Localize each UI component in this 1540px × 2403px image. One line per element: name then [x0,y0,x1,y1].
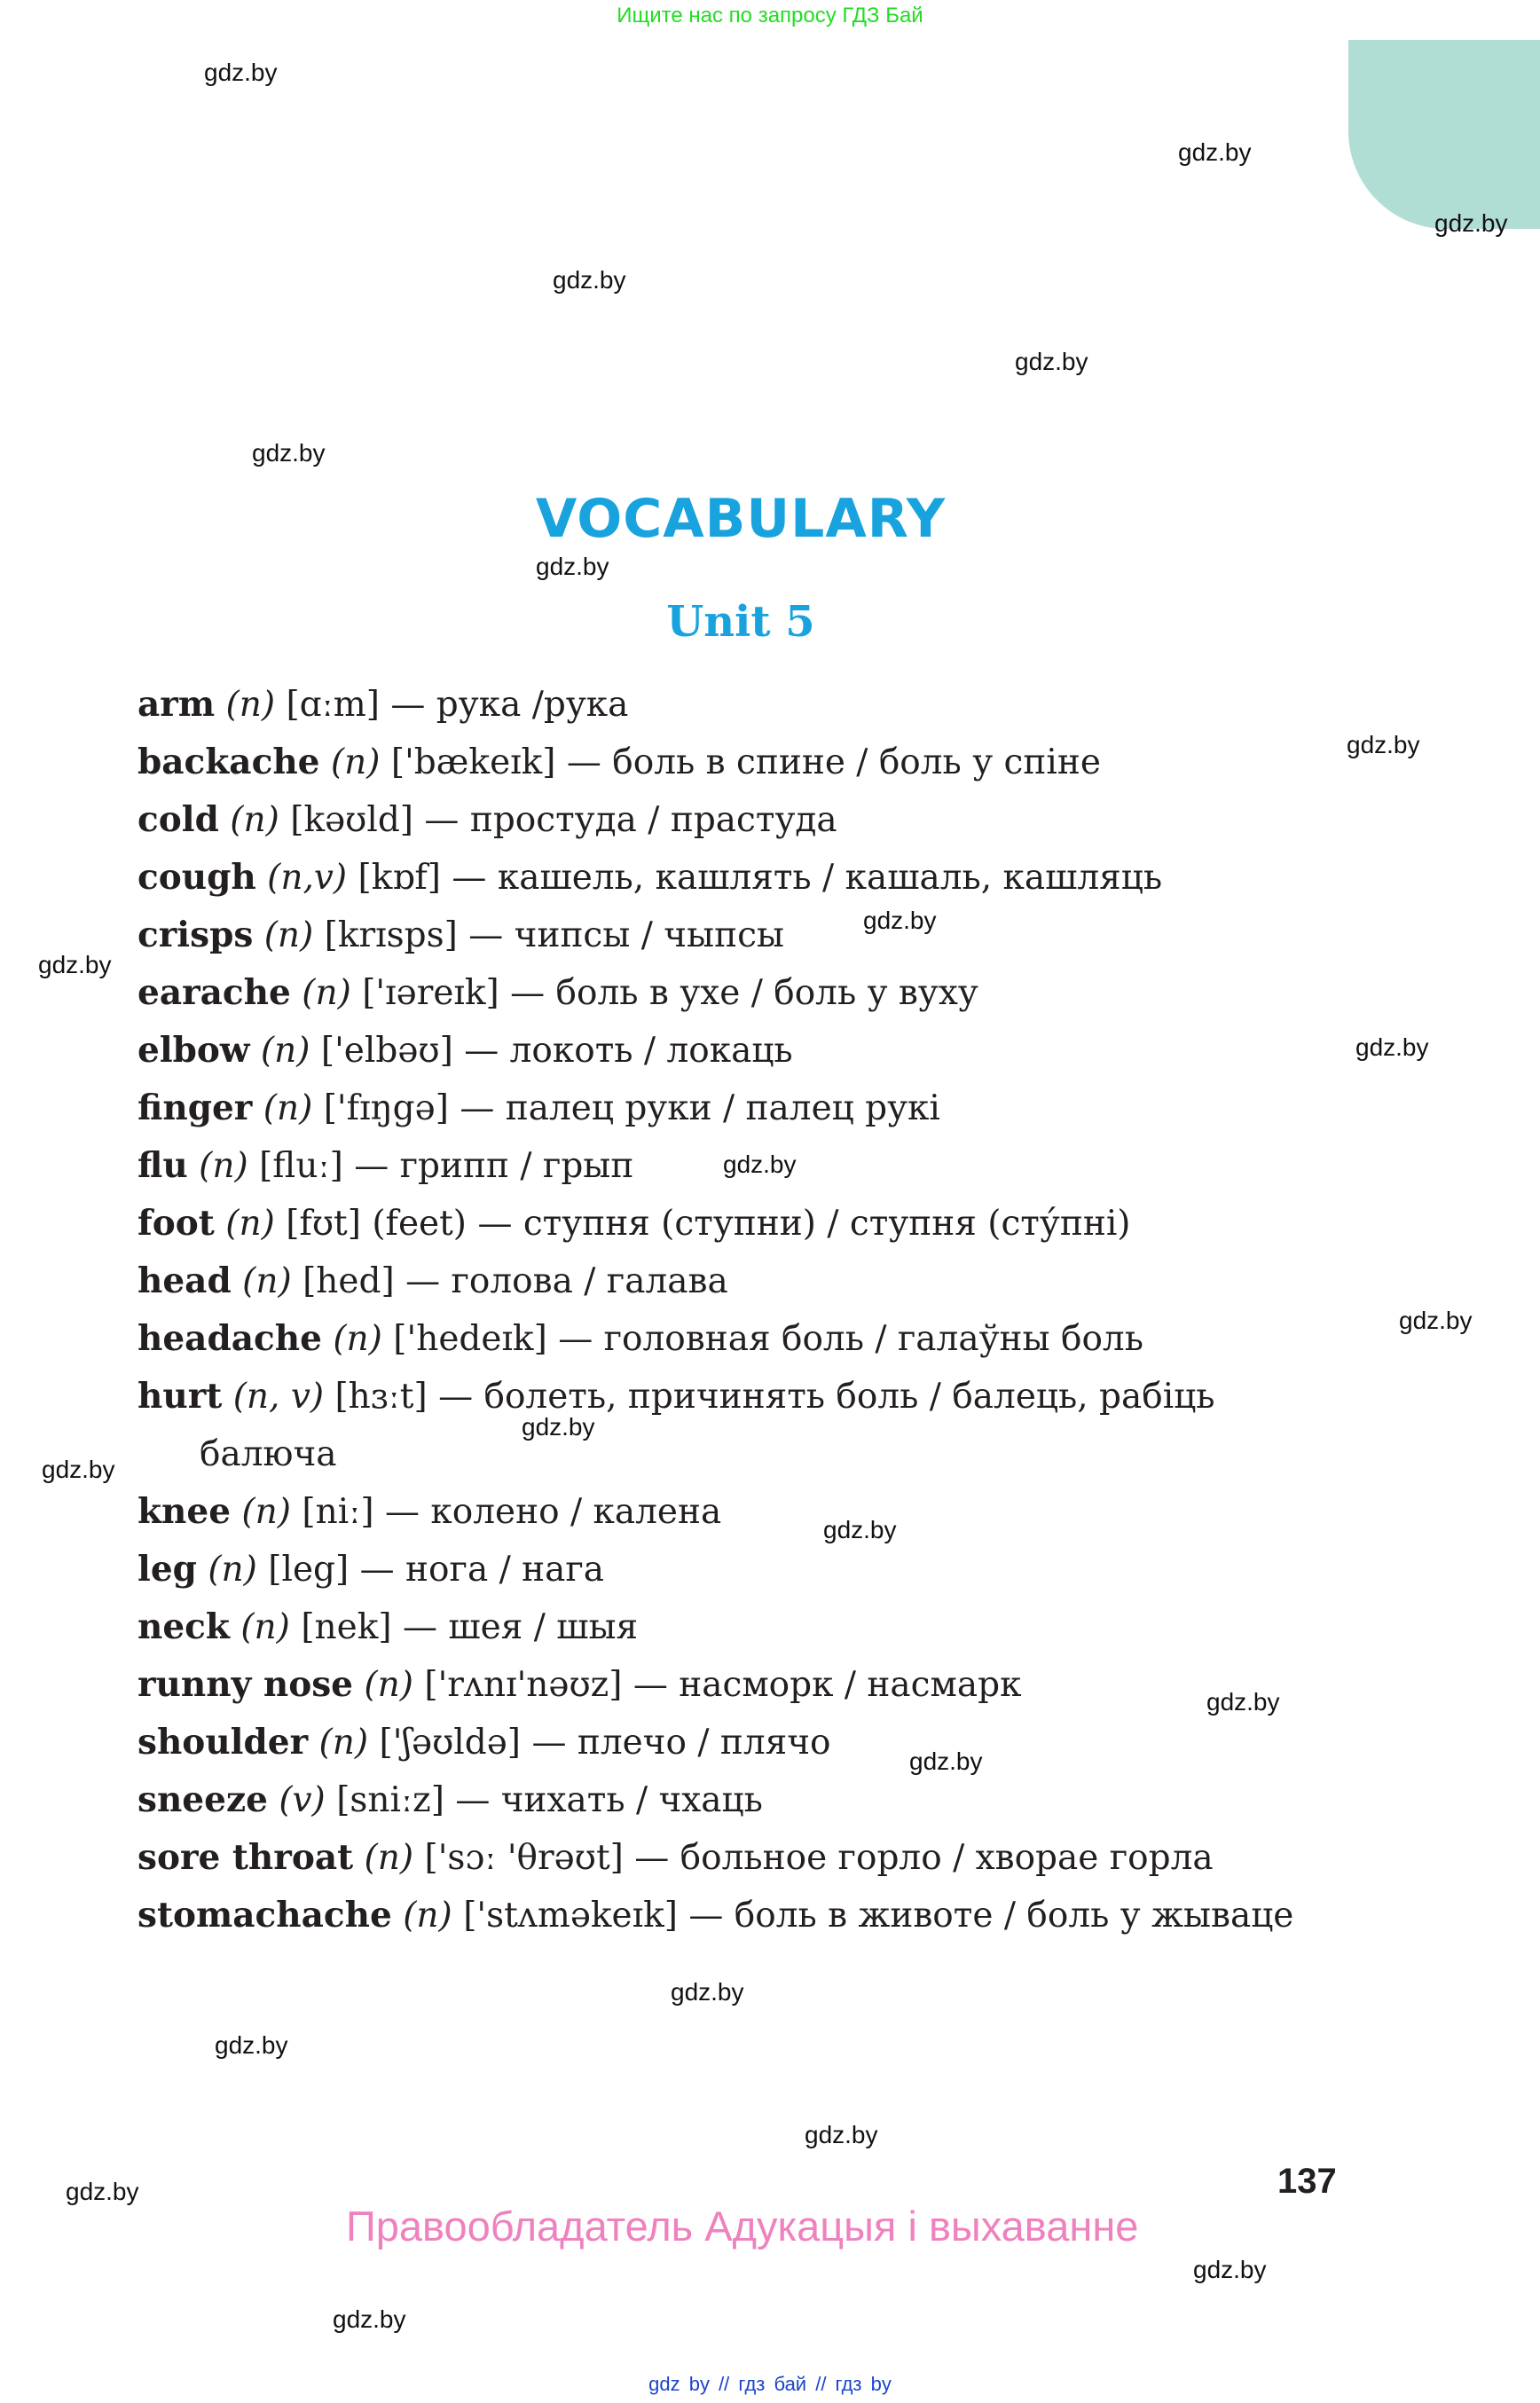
watermark-text: gdz.by [38,951,112,978]
translation: — простуда / прастуда [424,800,837,840]
part-of-speech: (n) [364,1665,413,1705]
watermark-text: gdz.by [204,59,278,86]
transcription: [kɒf] [358,858,442,898]
vocabulary-entry [138,1541,1362,1598]
translation: — колено / калена [384,1492,722,1532]
translation: — головная боль / галаўны боль [558,1319,1143,1359]
vocabulary-entry [138,1656,1362,1714]
translation: — боль в животе / боль у жываце [688,1896,1294,1936]
watermark-text: gdz.by [42,1456,115,1483]
transcription: [fʊt] (feet) [286,1204,468,1244]
translation: — больное горло / хворае горла [634,1838,1214,1878]
vocabulary-entry [138,1310,1362,1368]
page-number: 137 [1277,2162,1337,2201]
vocabulary-entry [138,1253,1362,1310]
transcription: ['hedeɪk] [393,1319,547,1359]
entry-word: finger [138,1088,253,1128]
transcription: ['sɔː 'θrəʊt] [424,1838,624,1878]
entry-word: hurt [138,1376,223,1417]
transcription: [hed] [302,1261,395,1301]
transcription: ['ɪəreɪk] [362,973,499,1013]
entry-word: earache [138,972,291,1013]
transcription: [hɜːt] [334,1377,428,1417]
transcription: ['fɪŋgə] [323,1088,449,1128]
vocabulary-entry [138,1368,1362,1483]
entry-word: sore throat [138,1837,354,1878]
watermark-text: gdz.by [536,553,609,580]
watermark-text: gdz.by [215,2031,288,2059]
part-of-speech: (n) [330,742,381,782]
vocabulary-entry [138,791,1362,849]
vocabulary-entry [138,676,1362,734]
translation: — шея / шыя [402,1607,639,1647]
entry-word: foot [138,1203,215,1244]
watermark-text: gdz.by [823,1516,897,1543]
vocabulary-entry [138,964,1362,1022]
entry-word: shoulder [138,1722,309,1763]
entry-word: cough [138,857,256,898]
part-of-speech: (n) [240,1607,290,1647]
vocabulary-entry [138,1483,1362,1541]
entry-word: backache [138,742,320,782]
entry-word: neck [138,1606,230,1647]
part-of-speech: (n) [230,800,279,840]
transcription: ['stʌməkeɪk] [463,1896,678,1936]
translation: — боль в ухе / боль у вуху [510,973,978,1013]
watermark-text: gdz.by [1178,138,1252,166]
watermark-text: gdz.by [1206,1688,1280,1716]
part-of-speech: (n,v) [267,858,348,898]
vocabulary-entry [138,1829,1362,1887]
page-title: VOCABULARY [535,488,947,550]
part-of-speech: (n) [199,1146,248,1186]
vocabulary-list [138,676,1362,1944]
entry-word: knee [138,1491,232,1532]
translation: — чихать / чхаць [455,1780,763,1820]
watermark-text: gdz.by [805,2121,878,2148]
translation: — голова / галава [405,1261,728,1301]
unit-heading: Unit 5 [666,597,815,647]
watermark-text: gdz.by [1015,348,1088,375]
vocabulary-entry [138,1080,1362,1137]
transcription: [sniːz] [336,1780,444,1820]
watermark-text: gdz.by [723,1150,797,1178]
part-of-speech: (n) [225,685,276,725]
transcription: [fluː] [259,1146,343,1186]
watermark-text: gdz.by [1434,209,1508,237]
part-of-speech: (n, v) [232,1377,325,1417]
entry-word: headache [138,1318,322,1359]
entry-word: stomachache [138,1895,392,1936]
transcription: [kəʊld] [290,800,414,840]
copyright-notice: Правообладатель Адукацыя і выхаванне [346,2203,1139,2250]
entry-word: runny nose [138,1664,353,1705]
vocabulary-entry [138,1137,1362,1195]
translation: — ступня (ступни) / ступня (сту́пні) [477,1204,1131,1244]
transcription: [krɪsps] [324,915,458,955]
part-of-speech: (n) [260,1031,310,1071]
part-of-speech: (n) [208,1550,257,1590]
watermark-text: gdz.by [909,1747,983,1775]
translation: — боль в спине / боль у спіне [566,742,1101,782]
translation: — насморк / насмарк [632,1665,1022,1705]
transcription: [nek] [301,1607,392,1647]
part-of-speech: (n) [225,1204,275,1244]
transcription: [leg] [268,1550,350,1590]
entry-word: leg [138,1549,197,1590]
translation: — локоть / локаць [464,1031,793,1071]
watermark-text: gdz.by [863,907,937,934]
part-of-speech: (n) [242,1261,292,1301]
translation: — болеть, причинять боль / балець, рабіць [438,1377,1215,1417]
vocabulary-entry [138,1771,1362,1829]
search-banner: Ищите нас по запросу ГДЗ Бай [617,4,923,27]
watermark-text: gdz.by [553,266,626,294]
entry-word: elbow [138,1030,250,1071]
footer-links[interactable]: gdz by // гдз бай // гдз by [648,2373,892,2395]
part-of-speech: (n) [403,1896,452,1936]
watermark-text: gdz.by [66,2178,139,2205]
translation: — рука /рука [390,685,629,725]
transcription: [ɑːm] [286,685,380,725]
watermark-text: gdz.by [1347,731,1420,758]
watermark-text: gdz.by [252,439,326,467]
watermark-text: gdz.by [671,1978,744,2006]
vocabulary-entry [138,1022,1362,1080]
transcription: ['ʃəʊldə] [379,1723,522,1763]
transcription: ['rʌnɪ'nəʊz] [424,1665,623,1705]
transcription: ['elbəʊ] [320,1031,453,1071]
watermark-text: gdz.by [1355,1033,1429,1061]
part-of-speech: (n) [241,1492,291,1532]
entry-word: sneeze [138,1779,268,1820]
vocabulary-entry [138,734,1362,791]
transcription: ['bækeɪk] [390,742,556,782]
entry-word: arm [138,684,216,725]
vocabulary-entry [138,1598,1362,1656]
part-of-speech: (n) [263,1088,313,1128]
translation: — чипсы / чыпсы [468,915,784,955]
watermark-text: gdz.by [333,2305,406,2333]
translation: — кашель, кашлять / кашаль, кашляць [452,858,1163,898]
part-of-speech: (n) [318,1723,369,1763]
watermark-text: gdz.by [1399,1307,1473,1334]
entry-word: flu [138,1145,188,1186]
watermark-text: gdz.by [1193,2256,1267,2283]
vocabulary-entry [138,849,1362,907]
vocabulary-entry [138,1714,1362,1771]
vocabulary-entry [138,907,1362,964]
entry-word: head [138,1260,232,1301]
translation: — грипп / грып [354,1146,634,1186]
vocabulary-entry [138,1195,1362,1253]
translation: — плечо / плячо [531,1723,831,1763]
translation: — нога / нага [359,1550,605,1590]
translation-continuation: балюча [200,1434,337,1474]
translation: — палец руки / палец рукі [460,1088,940,1128]
part-of-speech: (n) [333,1319,382,1359]
part-of-speech: (v) [279,1780,326,1820]
part-of-speech: (n) [302,973,351,1013]
transcription: [niː] [302,1492,374,1532]
entry-word: cold [138,799,219,840]
entry-word: crisps [138,915,254,955]
part-of-speech: (n) [263,915,314,955]
page-corner-tab [1348,40,1540,229]
part-of-speech: (n) [364,1838,414,1878]
vocabulary-entry [138,1887,1362,1944]
watermark-text: gdz.by [522,1413,595,1441]
